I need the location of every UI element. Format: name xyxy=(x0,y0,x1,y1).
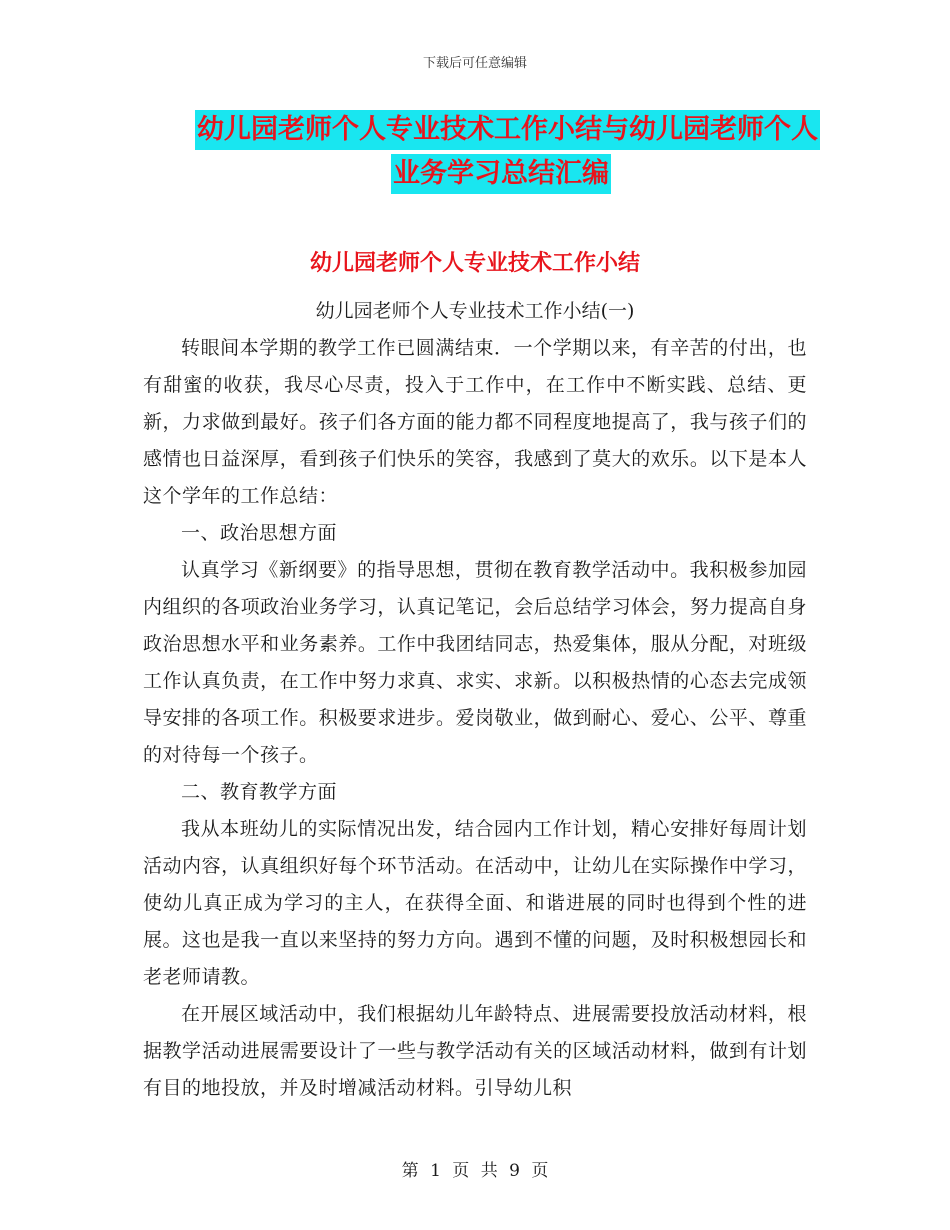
document-body xyxy=(143,330,807,1107)
heading-teaching: 二、教育教学方面 xyxy=(181,781,338,803)
header-note: 下载后可任意编辑 xyxy=(422,56,527,71)
section-title: 幼儿园老师个人专业技术工作小结 xyxy=(309,251,640,276)
page-number-footer: 第 1 页 共 9 页 xyxy=(401,1161,549,1181)
main-title-line-2-text: 业务学习总结汇编 xyxy=(391,154,611,194)
paragraph-area-activities: 在开展区域活动中，我们根据幼儿年龄特点、进展需要投放活动材料，根据教学活动进展需要设计了一些与教学活动有关的区域活动材料，做到有计划有目的地投放，并及时增减活动材料。引导幼儿积 xyxy=(143,1003,807,1099)
heading-political: 一、政治思想方面 xyxy=(181,522,338,544)
paragraph-teaching: 我从本班幼儿的实际情况出发，结合园内工作计划，精心安排好每周计划活动内容，认真组织好每个环节活动。在活动中，让幼儿在实际操作中学习，使幼儿真正成为学习的主人，在获得全面、和谐进展的同时也得到个性的进展。这也是我一直以来坚持的努力方向。遇到不懂的问题，及时积极想园长和老老师请教。 xyxy=(143,818,807,988)
main-title-line-2 xyxy=(195,154,807,194)
main-title-line-1-text: 幼儿园老师个人专业技术工作小结与幼儿园老师个人 xyxy=(195,110,820,150)
paragraph-intro: 转眼间本学期的教学工作已圆满结束．一个学期以来，有辛苦的付出，也有甜蜜的收获，我尽心尽责，投入于工作中，在工作中不断实践、总结、更新，力求做到最好。孩子们各方面的能力都不同程度地提高了，我与孩子们的感情也日益深厚，看到孩子们快乐的笑容，我感到了莫大的欢乐。以下是本人这个学年的工作总结： xyxy=(143,337,807,507)
sub-title: 幼儿园老师个人专业技术工作小结(一) xyxy=(315,300,635,322)
paragraph-political: 认真学习《新纲要》的指导思想，贯彻在教育教学活动中。我积极参加园内组织的各项政治业务学习，认真记笔记，会后总结学习体会，努力提高自身政治思想水平和业务素养。工作中我团结同志，热爱集体，服从分配，对班级工作认真负责，在工作中努力求真、求实、求新。以积极热情的心态去完成领导安排的各项工作。积极要求进步。爱岗敬业，做到耐心、爱心、公平、尊重的对待每一个孩子。 xyxy=(143,559,807,766)
main-title-line-1 xyxy=(195,110,818,150)
